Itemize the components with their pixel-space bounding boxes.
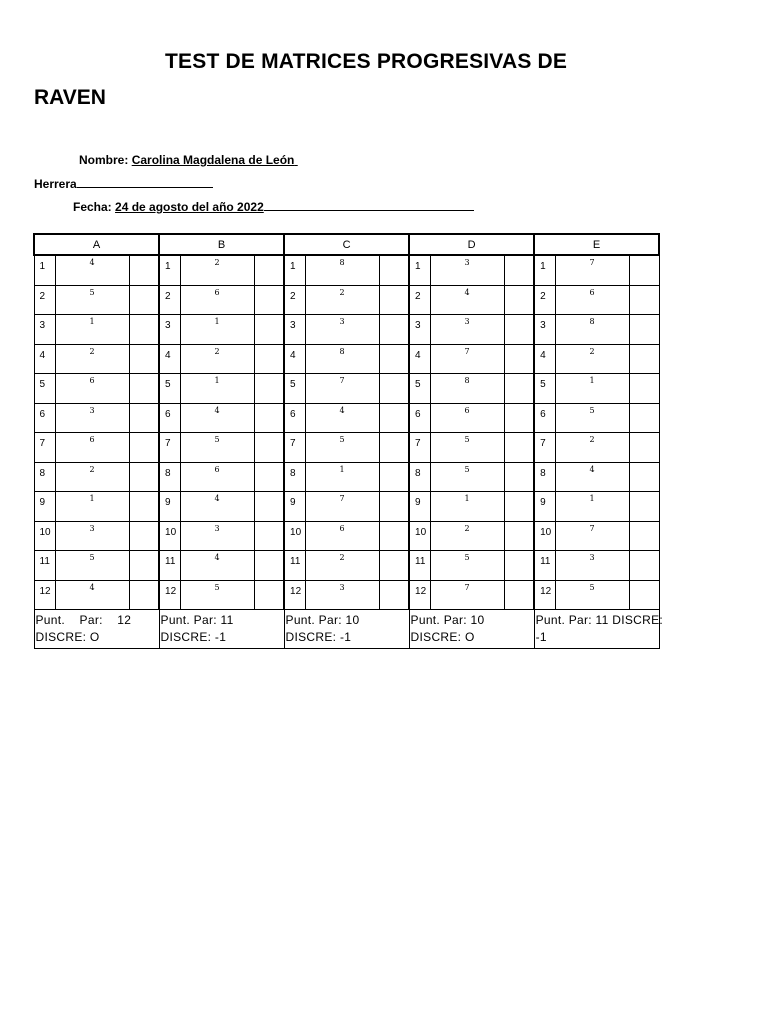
answer-cell: 7 <box>430 580 504 610</box>
answer-cell: 4 <box>55 580 129 610</box>
table-row <box>34 433 659 463</box>
blank-cell <box>629 433 659 463</box>
blank-cell <box>629 492 659 522</box>
item-number: 4 <box>159 344 180 374</box>
page-title-continued: RAVEN <box>34 86 106 109</box>
item-number: 5 <box>284 374 305 404</box>
answer-cell: 3 <box>305 315 379 345</box>
blank-cell <box>629 403 659 433</box>
score-text: Punt. Par: 10 <box>285 613 360 627</box>
section-header-row <box>34 234 659 255</box>
table-row <box>34 374 659 404</box>
blank-cell <box>629 255 659 285</box>
answer-cell: 5 <box>55 285 129 315</box>
item-number: 2 <box>534 285 555 315</box>
score-text: Punt. Par: 11 DISCRE: <box>535 613 664 627</box>
blank-cell <box>379 255 409 285</box>
section-score <box>409 610 534 649</box>
blank-cell <box>129 551 159 581</box>
answer-cell: 2 <box>430 521 504 551</box>
answer-cell: 7 <box>305 492 379 522</box>
item-number: 6 <box>159 403 180 433</box>
blank-cell <box>379 285 409 315</box>
item-number: 9 <box>534 492 555 522</box>
item-number: 9 <box>409 492 430 522</box>
discre-text: DISCRE: -1 <box>285 630 352 644</box>
item-number: 6 <box>534 403 555 433</box>
item-number: 12 <box>159 580 180 610</box>
blank-cell <box>379 344 409 374</box>
score-text: Punt. Par: 11 <box>160 613 234 627</box>
blank-cell <box>504 433 534 463</box>
item-number: 7 <box>159 433 180 463</box>
answer-cell: 6 <box>55 433 129 463</box>
item-number: 1 <box>159 255 180 285</box>
answer-cell: 1 <box>55 492 129 522</box>
section-score <box>34 610 159 649</box>
blank-cell <box>629 462 659 492</box>
item-number: 2 <box>159 285 180 315</box>
item-number: 8 <box>34 462 55 492</box>
section-header: C <box>284 234 409 255</box>
item-number: 6 <box>409 403 430 433</box>
blank-cell <box>254 521 284 551</box>
answer-cell: 1 <box>430 492 504 522</box>
blank-cell <box>504 580 534 610</box>
answer-cell: 3 <box>180 521 254 551</box>
item-number: 11 <box>534 551 555 581</box>
blank-cell <box>254 255 284 285</box>
item-number: 3 <box>284 315 305 345</box>
table-row <box>34 285 659 315</box>
answer-cell: 2 <box>55 462 129 492</box>
blank-cell <box>504 403 534 433</box>
answer-cell: 2 <box>555 344 629 374</box>
date-blank-line <box>264 198 474 211</box>
item-number: 6 <box>34 403 55 433</box>
date-label: Fecha: <box>73 200 112 214</box>
blank-cell <box>129 403 159 433</box>
item-number: 5 <box>159 374 180 404</box>
answer-cell: 3 <box>430 315 504 345</box>
table-row <box>34 403 659 433</box>
item-number: 1 <box>284 255 305 285</box>
answer-grid <box>33 233 664 649</box>
answer-cell: 6 <box>305 521 379 551</box>
answer-cell: 5 <box>430 551 504 581</box>
answer-cell: 6 <box>555 285 629 315</box>
name-continuation-row <box>34 175 213 191</box>
blank-cell <box>129 492 159 522</box>
blank-cell <box>129 315 159 345</box>
answer-cell: 7 <box>555 521 629 551</box>
blank-cell <box>254 433 284 463</box>
date-value: 24 de agosto del año 2022 <box>115 200 264 214</box>
item-number: 2 <box>34 285 55 315</box>
answer-cell: 5 <box>180 580 254 610</box>
answer-cell: 6 <box>430 403 504 433</box>
answer-cell: 6 <box>55 374 129 404</box>
blank-cell <box>504 344 534 374</box>
name-row <box>79 153 298 167</box>
item-number: 10 <box>34 521 55 551</box>
answer-cell: 8 <box>305 344 379 374</box>
blank-cell <box>504 285 534 315</box>
blank-cell <box>629 521 659 551</box>
item-number: 9 <box>159 492 180 522</box>
answer-cell: 4 <box>180 551 254 581</box>
blank-cell <box>504 374 534 404</box>
blank-cell <box>129 285 159 315</box>
answer-cell: 3 <box>55 403 129 433</box>
blank-cell <box>379 374 409 404</box>
name-continuation: Herrera <box>34 177 77 191</box>
date-row <box>73 198 474 214</box>
page-title: TEST DE MATRICES PROGRESIVAS DE <box>165 50 568 73</box>
blank-cell <box>129 374 159 404</box>
blank-cell <box>629 344 659 374</box>
answer-cell: 3 <box>55 521 129 551</box>
section-header: E <box>534 234 659 255</box>
item-number: 1 <box>534 255 555 285</box>
score-text: Punt. Par: 10 <box>410 613 485 627</box>
item-number: 3 <box>34 315 55 345</box>
item-number: 8 <box>409 462 430 492</box>
answer-cell: 1 <box>180 315 254 345</box>
answer-cell: 7 <box>305 374 379 404</box>
discre-text: -1 <box>535 630 547 644</box>
item-number: 9 <box>284 492 305 522</box>
table-row <box>34 344 659 374</box>
blank-cell <box>379 433 409 463</box>
answer-cell: 2 <box>555 433 629 463</box>
blank-cell <box>629 374 659 404</box>
blank-cell <box>629 551 659 581</box>
item-number: 8 <box>534 462 555 492</box>
item-number: 6 <box>284 403 305 433</box>
item-number: 5 <box>534 374 555 404</box>
answer-cell: 4 <box>55 255 129 285</box>
name-label: Nombre: <box>79 153 129 167</box>
item-number: 10 <box>159 521 180 551</box>
item-number: 5 <box>409 374 430 404</box>
answer-cell: 1 <box>180 374 254 404</box>
item-number: 4 <box>409 344 430 374</box>
item-number: 4 <box>34 344 55 374</box>
answer-cell: 4 <box>555 462 629 492</box>
answer-cell: 2 <box>180 344 254 374</box>
blank-cell <box>129 462 159 492</box>
discre-text: DISCRE: -1 <box>160 630 227 644</box>
section-score <box>534 610 664 649</box>
item-number: 2 <box>284 285 305 315</box>
answer-cell: 5 <box>555 403 629 433</box>
answer-cell: 4 <box>305 403 379 433</box>
blank-cell <box>379 551 409 581</box>
table-row <box>34 551 659 581</box>
answer-cell: 2 <box>305 285 379 315</box>
blank-cell <box>254 462 284 492</box>
name-underline <box>294 153 297 167</box>
table-row <box>34 521 659 551</box>
item-number: 10 <box>534 521 555 551</box>
blank-cell <box>379 315 409 345</box>
blank-cell <box>504 315 534 345</box>
answer-cell: 1 <box>555 374 629 404</box>
blank-cell <box>254 551 284 581</box>
item-number: 7 <box>534 433 555 463</box>
item-number: 5 <box>34 374 55 404</box>
answer-cell: 6 <box>180 462 254 492</box>
answer-cell: 5 <box>305 433 379 463</box>
blank-cell <box>504 255 534 285</box>
table-row <box>34 462 659 492</box>
answer-cell: 3 <box>305 580 379 610</box>
blank-cell <box>379 462 409 492</box>
section-header: B <box>159 234 284 255</box>
answer-cell: 8 <box>430 374 504 404</box>
answer-cell: 6 <box>180 285 254 315</box>
item-number: 12 <box>409 580 430 610</box>
item-number: 8 <box>159 462 180 492</box>
table-row <box>34 580 659 610</box>
item-number: 12 <box>284 580 305 610</box>
blank-cell <box>129 521 159 551</box>
blank-cell <box>504 551 534 581</box>
answer-cell: 4 <box>180 492 254 522</box>
section-header: D <box>409 234 534 255</box>
answer-cell: 8 <box>305 255 379 285</box>
answer-cell: 5 <box>430 433 504 463</box>
item-number: 11 <box>159 551 180 581</box>
section-score <box>159 610 284 649</box>
answer-cell: 2 <box>180 255 254 285</box>
answer-cell: 2 <box>55 344 129 374</box>
answer-cell: 4 <box>430 285 504 315</box>
blank-cell <box>129 255 159 285</box>
answer-cell: 5 <box>555 580 629 610</box>
item-number: 11 <box>34 551 55 581</box>
item-number: 12 <box>534 580 555 610</box>
score-text: Punt. Par: 12 <box>35 613 132 627</box>
name-value: Carolina Magdalena de León <box>131 153 295 167</box>
item-number: 1 <box>34 255 55 285</box>
item-number: 3 <box>409 315 430 345</box>
blank-cell <box>254 374 284 404</box>
answer-cell: 4 <box>180 403 254 433</box>
blank-cell <box>254 580 284 610</box>
blank-cell <box>379 521 409 551</box>
discre-text: DISCRE: O <box>410 630 475 644</box>
blank-cell <box>629 285 659 315</box>
answer-cell: 1 <box>55 315 129 345</box>
blank-cell <box>379 403 409 433</box>
answer-cell: 7 <box>430 344 504 374</box>
section-header: A <box>34 234 159 255</box>
answer-cell: 5 <box>430 462 504 492</box>
section-score <box>284 610 409 649</box>
blank-cell <box>254 403 284 433</box>
item-number: 11 <box>409 551 430 581</box>
item-number: 4 <box>284 344 305 374</box>
item-number: 2 <box>409 285 430 315</box>
item-number: 7 <box>284 433 305 463</box>
item-number: 10 <box>409 521 430 551</box>
blank-cell <box>254 315 284 345</box>
blank-cell <box>129 580 159 610</box>
item-number: 4 <box>534 344 555 374</box>
name-blank-line <box>77 175 213 188</box>
blank-cell <box>379 580 409 610</box>
blank-cell <box>629 580 659 610</box>
table-row <box>34 315 659 345</box>
item-number: 8 <box>284 462 305 492</box>
item-number: 1 <box>409 255 430 285</box>
score-row <box>34 610 659 649</box>
blank-cell <box>379 492 409 522</box>
answer-cell: 5 <box>55 551 129 581</box>
answer-cell: 2 <box>305 551 379 581</box>
item-number: 7 <box>34 433 55 463</box>
item-number: 3 <box>534 315 555 345</box>
item-number: 12 <box>34 580 55 610</box>
answer-cell: 8 <box>555 315 629 345</box>
answer-cell: 1 <box>305 462 379 492</box>
blank-cell <box>254 285 284 315</box>
table-row <box>34 255 659 285</box>
answer-cell: 5 <box>180 433 254 463</box>
item-number: 7 <box>409 433 430 463</box>
answer-cell: 7 <box>555 255 629 285</box>
blank-cell <box>504 492 534 522</box>
blank-cell <box>254 344 284 374</box>
answer-cell: 3 <box>555 551 629 581</box>
item-number: 3 <box>159 315 180 345</box>
blank-cell <box>504 521 534 551</box>
item-number: 9 <box>34 492 55 522</box>
blank-cell <box>254 492 284 522</box>
blank-cell <box>504 462 534 492</box>
blank-cell <box>129 344 159 374</box>
item-number: 10 <box>284 521 305 551</box>
item-number: 11 <box>284 551 305 581</box>
answer-cell: 1 <box>555 492 629 522</box>
table-row <box>34 492 659 522</box>
answer-cell: 3 <box>430 255 504 285</box>
blank-cell <box>629 315 659 345</box>
blank-cell <box>129 433 159 463</box>
discre-text: DISCRE: O <box>35 630 100 644</box>
